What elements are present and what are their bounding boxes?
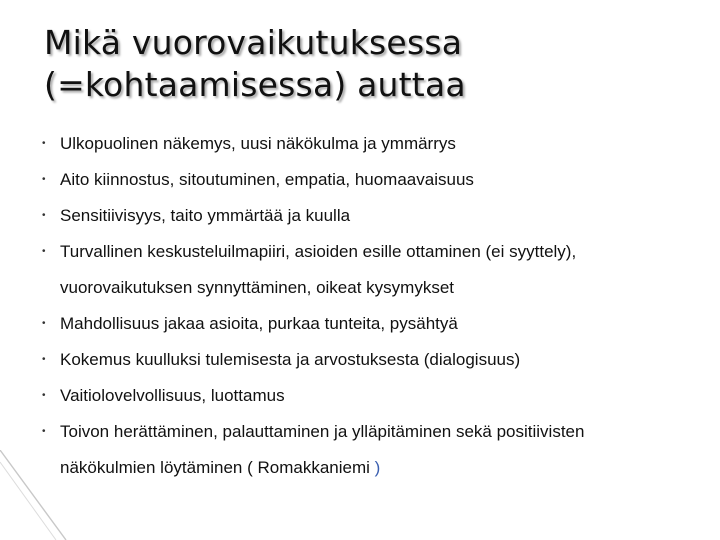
bullet-item [40,162,710,198]
bullet-text: Turvallinen keskusteluilmapiiri, asioiden esille ottaminen (ei syyttely), [60,242,577,261]
bullet-item [40,342,710,378]
bullet-text: Sensitiivisyys, taito ymmärtää ja kuulla [60,206,351,225]
bullet-icon: • [42,210,46,221]
closing-parenthesis: ) [374,458,381,477]
bullet-text: Ulkopuolinen näkemys, uusi näkökulma ja ymmärrys [60,134,456,153]
bullet-item [40,414,710,486]
bullet-icon: • [42,138,46,149]
title-line-2: (=kohtaamisessa) auttaa [44,65,466,104]
corner-decoration [0,450,120,540]
bullet-text: Kokemus kuulluksi tulemisesta ja arvostuksesta (dialogisuus) [60,350,521,369]
bullet-text: Toivon herättäminen, palauttaminen ja ylläpitäminen sekä positiivisten [60,422,585,441]
bullet-icon: • [42,426,46,437]
bullet-icon: • [42,246,46,257]
title-line-1: Mikä vuorovaikutuksessa [44,23,463,62]
bullet-icon: • [42,390,46,401]
bullet-text-continued: vuorovaikutuksen synnyttäminen, oikeat kysymykset [60,278,455,297]
bullet-text: Vaitiolovelvollisuus, luottamus [60,386,285,405]
slide-title [44,22,684,106]
bullet-item [40,234,710,306]
bullet-text-continued: näkökulmien löytäminen ( Romakkaniemi [60,458,375,477]
bullet-list [40,126,710,486]
bullet-text: Mahdollisuus jakaa asioita, purkaa tunteita, pysähtyä [60,314,458,333]
bullet-item [40,126,710,162]
bullet-item [40,378,710,414]
bullet-icon: • [42,174,46,185]
bullet-text: Aito kiinnostus, sitoutuminen, empatia, huomaavaisuus [60,170,474,189]
bullet-item [40,198,710,234]
bullet-item [40,306,710,342]
bullet-icon: • [42,354,46,365]
bullet-icon: • [42,318,46,329]
